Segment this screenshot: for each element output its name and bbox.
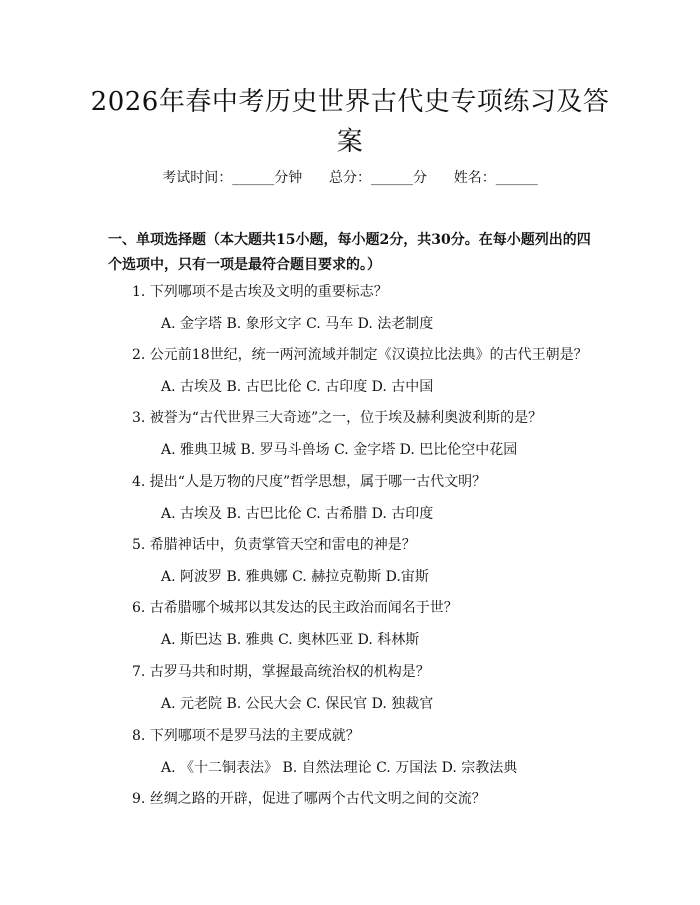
question-5-options: A. 阿波罗 B. 雅典娜 C. 赫拉克勒斯 D.宙斯: [161, 569, 429, 585]
question-5: 5. 希腊神话中，负责掌管天空和雷电的神是？: [132, 537, 416, 553]
exam-info-line: 考试时间：______分钟 总分：______分 姓名：______: [162, 170, 538, 186]
question-2-options: A. 古埃及 B. 古巴比伦 C. 古印度 D. 古中国: [161, 379, 434, 395]
section-header: 一、单项选择题（本大题共15小题，每小题2分，共30分。在每小题列出的四个选项中，只有一项是最符合题目要求的。）: [108, 232, 591, 273]
question-8: 8. 下列哪项不是罗马法的主要成就？: [132, 728, 360, 744]
document-title: 2026年春中考历史世界古代史专项练习及答案: [90, 87, 610, 157]
question-1: 1. 下列哪项不是古埃及文明的重要标志？: [132, 284, 388, 300]
question-6: 6. 古希腊哪个城邦以其发达的民主政治而闻名于世？: [132, 600, 458, 616]
question-8-options: A. 《十二铜表法》 B. 自然法理论 C. 万国法 D. 宗教法典: [161, 760, 518, 776]
question-3: 3. 被誉为“古代世界三大奇迹”之一，位于埃及赫利奥波利斯的是？: [132, 410, 543, 426]
question-4-options: A. 古埃及 B. 古巴比伦 C. 古希腊 D. 古印度: [161, 506, 434, 522]
question-4: 4. 提出“人是万物的尺度”哲学思想，属于哪一古代文明？: [132, 474, 487, 490]
question-7-options: A. 元老院 B. 公民大会 C. 保民官 D. 独裁官: [161, 696, 434, 712]
question-9: 9. 丝绸之路的开辟，促进了哪两个古代文明之间的交流？: [132, 791, 486, 807]
question-6-options: A. 斯巴达 B. 雅典 C. 奥林匹亚 D. 科林斯: [161, 632, 420, 648]
question-7: 7. 古罗马共和时期，掌握最高统治权的机构是？: [132, 664, 430, 680]
question-1-options: A. 金字塔 B. 象形文字 C. 马车 D. 法老制度: [161, 316, 434, 332]
question-3-options: A. 雅典卫城 B. 罗马斗兽场 C. 金字塔 D. 巴比伦空中花园: [161, 442, 518, 458]
question-2: 2. 公元前18世纪，统一两河流域并制定《汉谟拉比法典》的古代王朝是？: [132, 347, 588, 363]
